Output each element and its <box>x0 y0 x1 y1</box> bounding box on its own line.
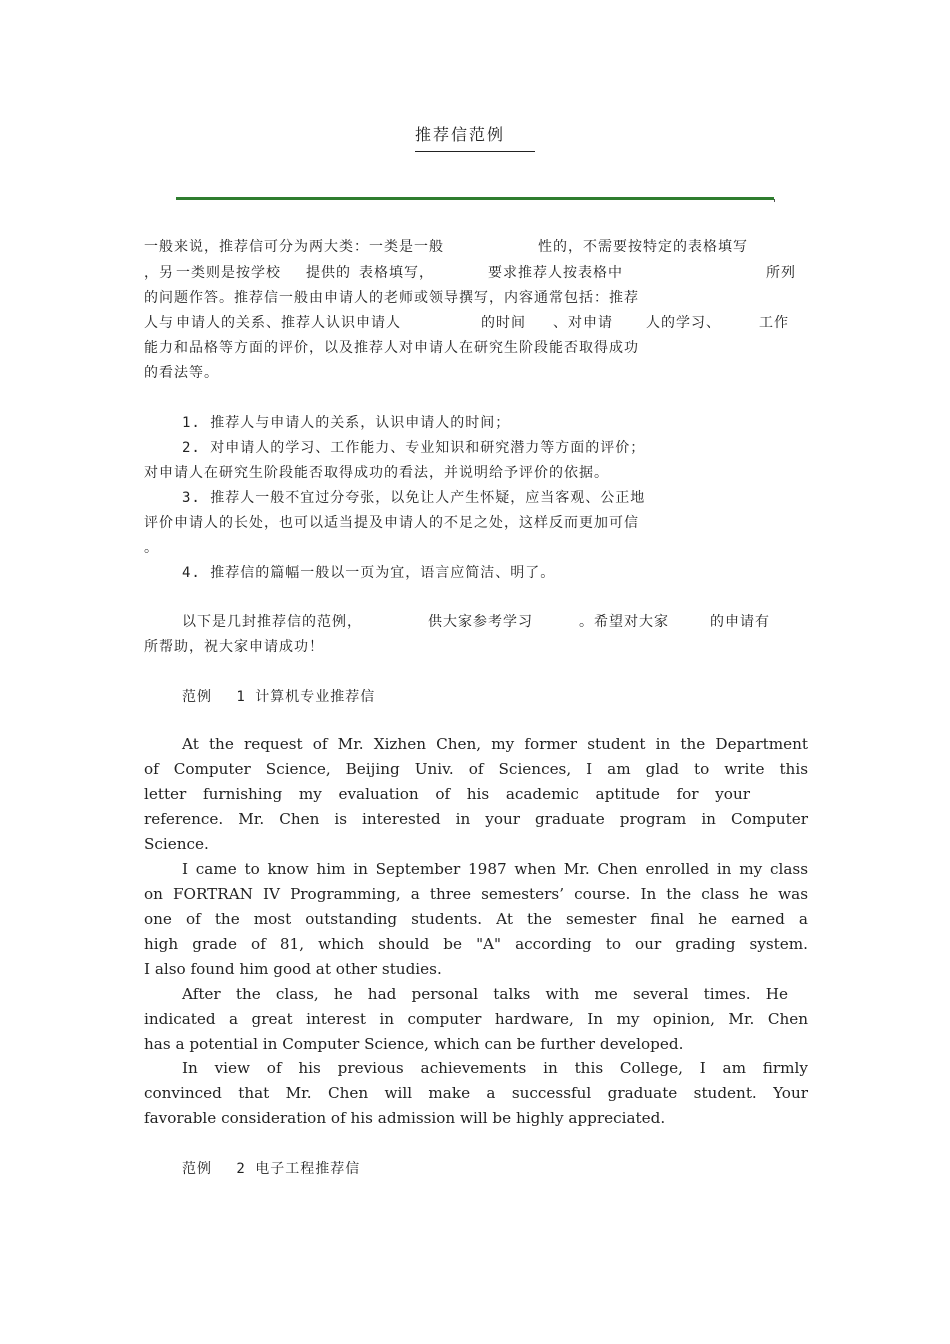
list-item-3-cont: 评价申请人的长处，也可以适当提及申请人的不足之处，这样反而更加可信 <box>144 515 639 531</box>
intro-line-1b: 性的，不需要按特定的表格填写 <box>538 239 748 255</box>
list-item-3-end: 。 <box>144 540 159 556</box>
closing-c: 。希望对大家 <box>579 614 669 630</box>
list-item-2-cont: 对申请人在研究生阶段能否取得成功的看法，并说明给予评价的依据。 <box>144 465 609 481</box>
intro-line-2a: ，另 <box>144 265 174 281</box>
intro-line-4f: 工作 <box>759 315 789 331</box>
letter-p1-line-4: reference. Mr. Chen is interested in your graduate program in Computer <box>144 810 808 828</box>
intro-line-2f: 所列 <box>766 265 796 281</box>
closing-e: 所帮助，祝大家申请成功！ <box>144 639 324 655</box>
letter-p1-line-5: Science. <box>144 835 209 853</box>
closing-b: 供大家参考学习 <box>428 614 533 630</box>
list-item-4: 4. 推荐信的篇幅一般以一页为宜，语言应简洁、明了。 <box>182 565 556 581</box>
intro-line-4e: 人的学习、 <box>646 315 721 331</box>
letter-p3-line-1: After the class, he had personal talks with me several times. He <box>182 985 788 1003</box>
letter-p2-line-4: high grade of 81, which should be "A" according to our grading system. <box>144 935 808 953</box>
header-divider <box>176 197 774 200</box>
intro-line-4c: 的时间 <box>481 315 526 331</box>
example-2-heading: 范例 2 电子工程推荐信 <box>182 1161 361 1177</box>
letter-p4-line-1: In view of his previous achievements in this College, I am firmly <box>182 1059 808 1077</box>
intro-line-4b: 申请人的关系、推荐人认识申请人 <box>176 315 401 331</box>
letter-p2-line-3: one of the most outstanding students. At the semester final he earned a <box>144 910 808 928</box>
intro-line-5: 能力和品格等方面的评价，以及推荐人对申请人在研究生阶段能否取得成功 <box>144 340 639 356</box>
letter-p2-line-1: I came to know him in September 1987 when Mr. Chen enrolled in my class <box>182 860 808 878</box>
example-1-heading: 范例 1 计算机专业推荐信 <box>182 689 376 705</box>
list-item-1: 1. 推荐人与申请人的关系，认识申请人的时间； <box>182 415 511 431</box>
letter-p2-line-2: on FORTRAN IV Programming, a three semesters’ course. In the class he was <box>144 885 808 903</box>
letter-p1-line-3: letter furnishing my evaluation of his academic aptitude for your <box>144 785 750 803</box>
intro-line-4a: 人与 <box>144 315 174 331</box>
letter-p3-line-3: has a potential in Computer Science, which can be further developed. <box>144 1035 684 1053</box>
intro-line-1a: 一般来说，推荐信可分为两大类：一类是一般 <box>144 239 444 255</box>
letter-p4-line-2: convinced that Mr. Chen will make a successful graduate student. Your <box>144 1084 808 1102</box>
letter-p4-line-3: favorable consideration of his admission will be highly appreciated. <box>144 1109 666 1127</box>
list-item-2: 2. 对申请人的学习、工作能力、专业知识和研究潜力等方面的评价； <box>182 440 646 456</box>
letter-p3-line-2: indicated a great interest in computer hardware, In my opinion, Mr. Chen <box>144 1010 808 1028</box>
closing-d: 的申请有 <box>710 614 770 630</box>
closing-a: 以下是几封推荐信的范例， <box>182 614 362 630</box>
document-title: 推荐信范例 <box>415 122 535 152</box>
list-item-3: 3. 推荐人一般不宜过分夸张，以免让人产生怀疑，应当客观、公正地 <box>182 490 646 506</box>
letter-p1-line-2: of Computer Science, Beijing Univ. of Sciences, I am glad to write this <box>144 760 808 778</box>
intro-line-6: 的看法等。 <box>144 365 219 381</box>
intro-line-2e: 要求推荐人按表格中 <box>488 265 623 281</box>
intro-line-4d: 、对申请 <box>553 315 613 331</box>
intro-line-2d: 表格填写， <box>359 265 434 281</box>
letter-p1-line-1: At the request of Mr. Xizhen Chen, my former student in the Department <box>182 735 808 753</box>
letter-p2-line-5: I also found him good at other studies. <box>144 960 442 978</box>
intro-line-2c: 提供的 <box>306 265 351 281</box>
intro-line-3: 的问题作答。推荐信一般由申请人的老师或领导撰写，内容通常包括：推荐 <box>144 290 639 306</box>
intro-line-2b: 一类则是按学校 <box>176 265 281 281</box>
